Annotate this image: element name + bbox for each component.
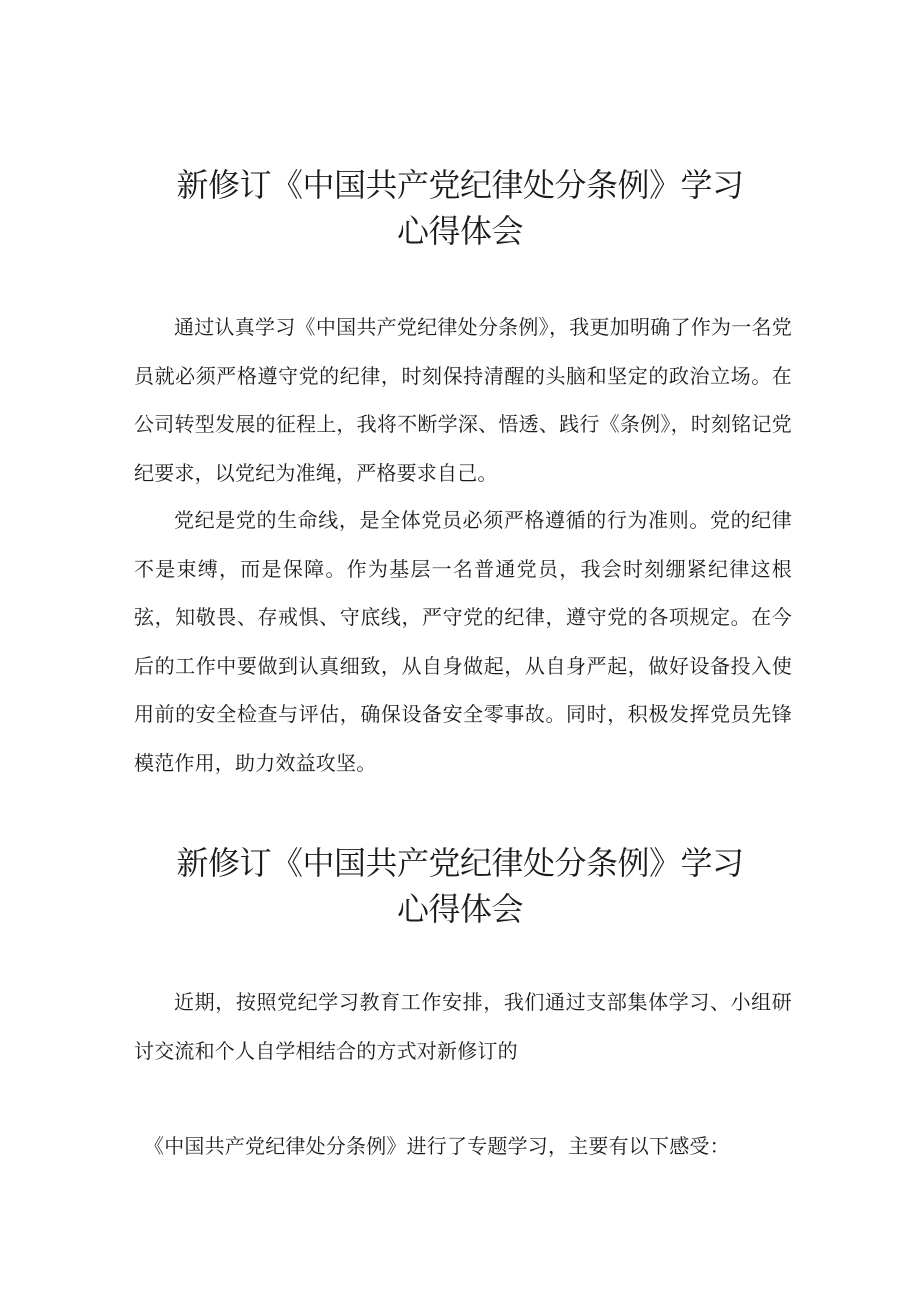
section-1-paragraph-1: 通过认真学习《中国共产党纪律处分条例》，我更加明确了作为一名党员就必须严格遵守党的纪律，时刻保持清醒的头脑和坚定的政治立场。在公司转型发展的征程上，我将不断学深、悟透、践行《条例》，时刻铭记党纪要求，以党纪为准绳，严格要求自己。 [134, 315, 792, 485]
section-1-title-line-1: 新修订《中国共产党纪律处分条例》学习 [176, 166, 744, 204]
section-1-paragraph-2: 党纪是党的生命线，是全体党员必须严格遵循的行为准则。党的纪律不是束缚，而是保障。作为基层一名普通党员，我会时刻绷紧纪律这根弦，知敬畏、存戒惧、守底线，严守党的纪律，遵守党的各项规定。在今后的工作中要做到认真细致，从自身做起，从自身严起，做好设备投入使用前的安全检查与评估，确保设备安全零事故。同时，积极发挥党员先锋模范作用，助力效益攻坚。 [134, 508, 792, 775]
section-1-title [0, 162, 920, 254]
section-1-title-line-2: 心得体会 [396, 212, 523, 250]
section-2-paragraph-2: 《中国共产党纪律处分条例》进行了专题学习，主要有以下感受： [144, 1134, 730, 1158]
section-2-title-line-2: 心得体会 [396, 890, 523, 928]
section-2-title [0, 840, 920, 932]
section-2-paragraph-1: 近期，按照党纪学习教育工作安排，我们通过支部集体学习、小组研讨交流和个人自学相结合的方式对新修订的 [134, 990, 792, 1063]
section-2-title-line-1: 新修订《中国共产党纪律处分条例》学习 [176, 844, 744, 882]
